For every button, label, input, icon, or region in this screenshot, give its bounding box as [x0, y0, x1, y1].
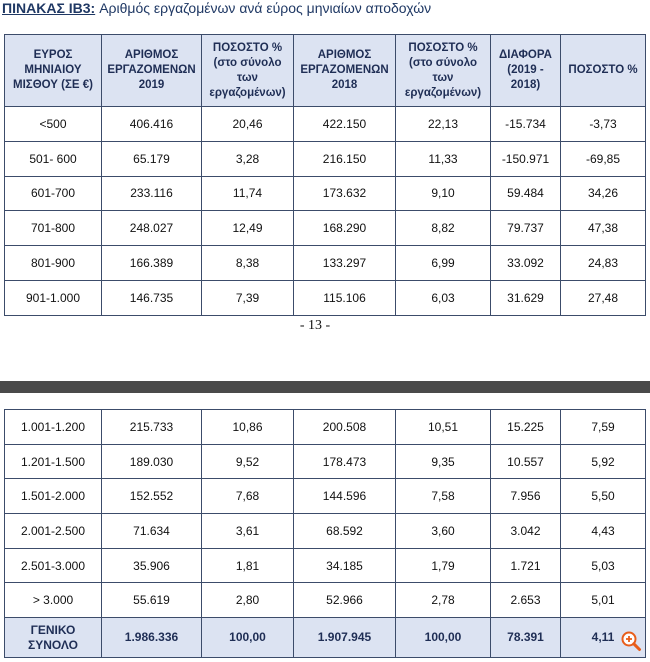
cell-diff-pct: 7,59 — [561, 410, 646, 445]
cell-workers-2018: 178.473 — [294, 444, 396, 479]
cell-diff-pct: 34,26 — [561, 176, 646, 211]
cell-workers-2019: 215.733 — [102, 410, 202, 445]
cell-pct-2019: 3,28 — [202, 141, 294, 176]
cell-workers-2019: 233.116 — [102, 176, 202, 211]
cell-workers-2019: 146.735 — [102, 280, 202, 315]
cell-diff-pct: 24,83 — [561, 246, 646, 281]
cell-range: 901-1.000 — [5, 280, 102, 315]
cell-diff-pct: -69,85 — [561, 141, 646, 176]
salary-table-part-2 — [4, 409, 646, 658]
table-row — [5, 246, 646, 281]
cell-range: 2.501-3.000 — [5, 548, 102, 583]
page-separator — [0, 381, 650, 393]
cell-range: 1.201-1.500 — [5, 444, 102, 479]
cell-pct-2018: 3,60 — [396, 514, 491, 549]
cell-workers-2018: 422.150 — [294, 107, 396, 142]
cell-diff-pct: 47,38 — [561, 211, 646, 246]
cell-pct-2018: 2,78 — [396, 583, 491, 618]
cell-pct-2018: 6,03 — [396, 280, 491, 315]
header-pct-2018-sub: (στο σύνολο των εργαζομένων) — [404, 56, 482, 99]
header-row — [5, 35, 646, 107]
cell-diff-pct: 5,01 — [561, 583, 646, 618]
table-label: ΠΙΝΑΚΑΣ ΙΒ3: — [2, 0, 96, 16]
table-title: Αριθμός εργαζομένων ανά εύρος μηνιαίων αποδοχών — [99, 0, 432, 16]
cell-range: 601-700 — [5, 176, 102, 211]
cell-pct-2019: 7,39 — [202, 280, 294, 315]
cell-workers-2018: 34.185 — [294, 548, 396, 583]
table-row — [5, 514, 646, 549]
cell-pct-2018: 10,51 — [396, 410, 491, 445]
cell-range: 501- 600 — [5, 141, 102, 176]
cell-diff-pct: 5,50 — [561, 479, 646, 514]
total-workers-2018: 1.907.945 — [294, 618, 396, 658]
cell-pct-2019: 20,46 — [202, 107, 294, 142]
cell-workers-2019: 189.030 — [102, 444, 202, 479]
table-row — [5, 141, 646, 176]
header-workers-2018: ΑΡΙΘΜΟΣ ΕΡΓΑΖΟΜΕΝΩΝ 2018 — [294, 35, 396, 107]
cell-diff: 10.557 — [491, 444, 561, 479]
header-pct-2019-title: ΠΟΣΟΣΤΟ % — [212, 41, 283, 54]
table-caption — [2, 0, 431, 18]
cell-diff: 15.225 — [491, 410, 561, 445]
table-row — [5, 479, 646, 514]
cell-workers-2018: 52.966 — [294, 583, 396, 618]
cell-pct-2018: 22,13 — [396, 107, 491, 142]
cell-diff-pct: 27,48 — [561, 280, 646, 315]
table-row — [5, 176, 646, 211]
cell-range: 2.001-2.500 — [5, 514, 102, 549]
cell-workers-2018: 168.290 — [294, 211, 396, 246]
cell-diff: 31.629 — [491, 280, 561, 315]
cell-diff-pct: 4,43 — [561, 514, 646, 549]
cell-workers-2018: 200.508 — [294, 410, 396, 445]
cell-diff: 79.737 — [491, 211, 561, 246]
cell-pct-2019: 11,74 — [202, 176, 294, 211]
page-number: - 13 - — [299, 318, 331, 333]
total-pct-2018: 100,00 — [396, 618, 491, 658]
table-row — [5, 444, 646, 479]
cell-range: 1.501-2.000 — [5, 479, 102, 514]
cell-pct-2019: 9,52 — [202, 444, 294, 479]
total-diff-pct: 4,11 — [561, 618, 646, 658]
cell-diff: 33.092 — [491, 246, 561, 281]
cell-workers-2019: 55.619 — [102, 583, 202, 618]
cell-workers-2019: 65.179 — [102, 141, 202, 176]
cell-range: 701-800 — [5, 211, 102, 246]
cell-pct-2019: 1,81 — [202, 548, 294, 583]
cell-workers-2019: 406.416 — [102, 107, 202, 142]
cell-workers-2019: 35.906 — [102, 548, 202, 583]
cell-workers-2019: 166.389 — [102, 246, 202, 281]
total-pct-2019: 100,00 — [202, 618, 294, 658]
cell-pct-2018: 9,35 — [396, 444, 491, 479]
salary-table-part-1 — [4, 34, 646, 316]
total-diff: 78.391 — [491, 618, 561, 658]
header-diff: ΔΙΑΦΟΡΑ (2019 - 2018) — [491, 35, 561, 107]
header-diff-pct: ΠΟΣΟΣΤΟ % — [561, 35, 646, 107]
cell-diff-pct: 5,03 — [561, 548, 646, 583]
header-pct-2018-title: ΠΟΣΟΣΤΟ % — [408, 41, 478, 54]
zoom-in-icon[interactable] — [620, 630, 642, 652]
header-pct-2018 — [396, 35, 491, 107]
table-row — [5, 107, 646, 142]
cell-pct-2018: 1,79 — [396, 548, 491, 583]
table-row — [5, 548, 646, 583]
cell-diff: 3.042 — [491, 514, 561, 549]
header-pct-2019 — [202, 35, 294, 107]
cell-workers-2018: 216.150 — [294, 141, 396, 176]
cell-pct-2018: 7,58 — [396, 479, 491, 514]
cell-diff: -15.734 — [491, 107, 561, 142]
cell-workers-2018: 115.106 — [294, 280, 396, 315]
cell-range: <500 — [5, 107, 102, 142]
cell-diff: 1.721 — [491, 548, 561, 583]
cell-pct-2019: 8,38 — [202, 246, 294, 281]
cell-pct-2018: 11,33 — [396, 141, 491, 176]
total-row — [5, 618, 646, 658]
cell-workers-2018: 173.632 — [294, 176, 396, 211]
cell-diff: 7.956 — [491, 479, 561, 514]
cell-pct-2018: 9,10 — [396, 176, 491, 211]
cell-diff: 59.484 — [491, 176, 561, 211]
cell-pct-2019: 2,80 — [202, 583, 294, 618]
cell-diff: -150.971 — [491, 141, 561, 176]
total-workers-2019: 1.986.336 — [102, 618, 202, 658]
cell-pct-2019: 12,49 — [202, 211, 294, 246]
cell-workers-2019: 248.027 — [102, 211, 202, 246]
cell-workers-2019: 152.552 — [102, 479, 202, 514]
cell-range: 1.001-1.200 — [5, 410, 102, 445]
header-workers-2019: ΑΡΙΘΜΟΣ ΕΡΓΑΖΟΜΕΝΩΝ 2019 — [102, 35, 202, 107]
cell-workers-2018: 133.297 — [294, 246, 396, 281]
header-pct-2019-sub: (στο σύνολο των εργαζομένων) — [209, 56, 286, 99]
cell-workers-2018: 144.596 — [294, 479, 396, 514]
cell-diff-pct: 5,92 — [561, 444, 646, 479]
table-row — [5, 211, 646, 246]
cell-pct-2019: 10,86 — [202, 410, 294, 445]
cell-range: > 3.000 — [5, 583, 102, 618]
cell-diff-pct: -3,73 — [561, 107, 646, 142]
total-label: ΓΕΝΙΚΟ ΣΥΝΟΛΟ — [5, 618, 102, 658]
table-row — [5, 280, 646, 315]
cell-pct-2019: 3,61 — [202, 514, 294, 549]
table-row — [5, 583, 646, 618]
cell-pct-2019: 7,68 — [202, 479, 294, 514]
cell-pct-2018: 6,99 — [396, 246, 491, 281]
header-range: ΕΥΡΟΣ ΜΗΝΙΑΙΟΥ ΜΙΣΘΟΥ (ΣΕ €) — [5, 35, 102, 107]
cell-pct-2018: 8,82 — [396, 211, 491, 246]
table-row — [5, 410, 646, 445]
cell-diff: 2.653 — [491, 583, 561, 618]
cell-workers-2018: 68.592 — [294, 514, 396, 549]
cell-range: 801-900 — [5, 246, 102, 281]
cell-workers-2019: 71.634 — [102, 514, 202, 549]
